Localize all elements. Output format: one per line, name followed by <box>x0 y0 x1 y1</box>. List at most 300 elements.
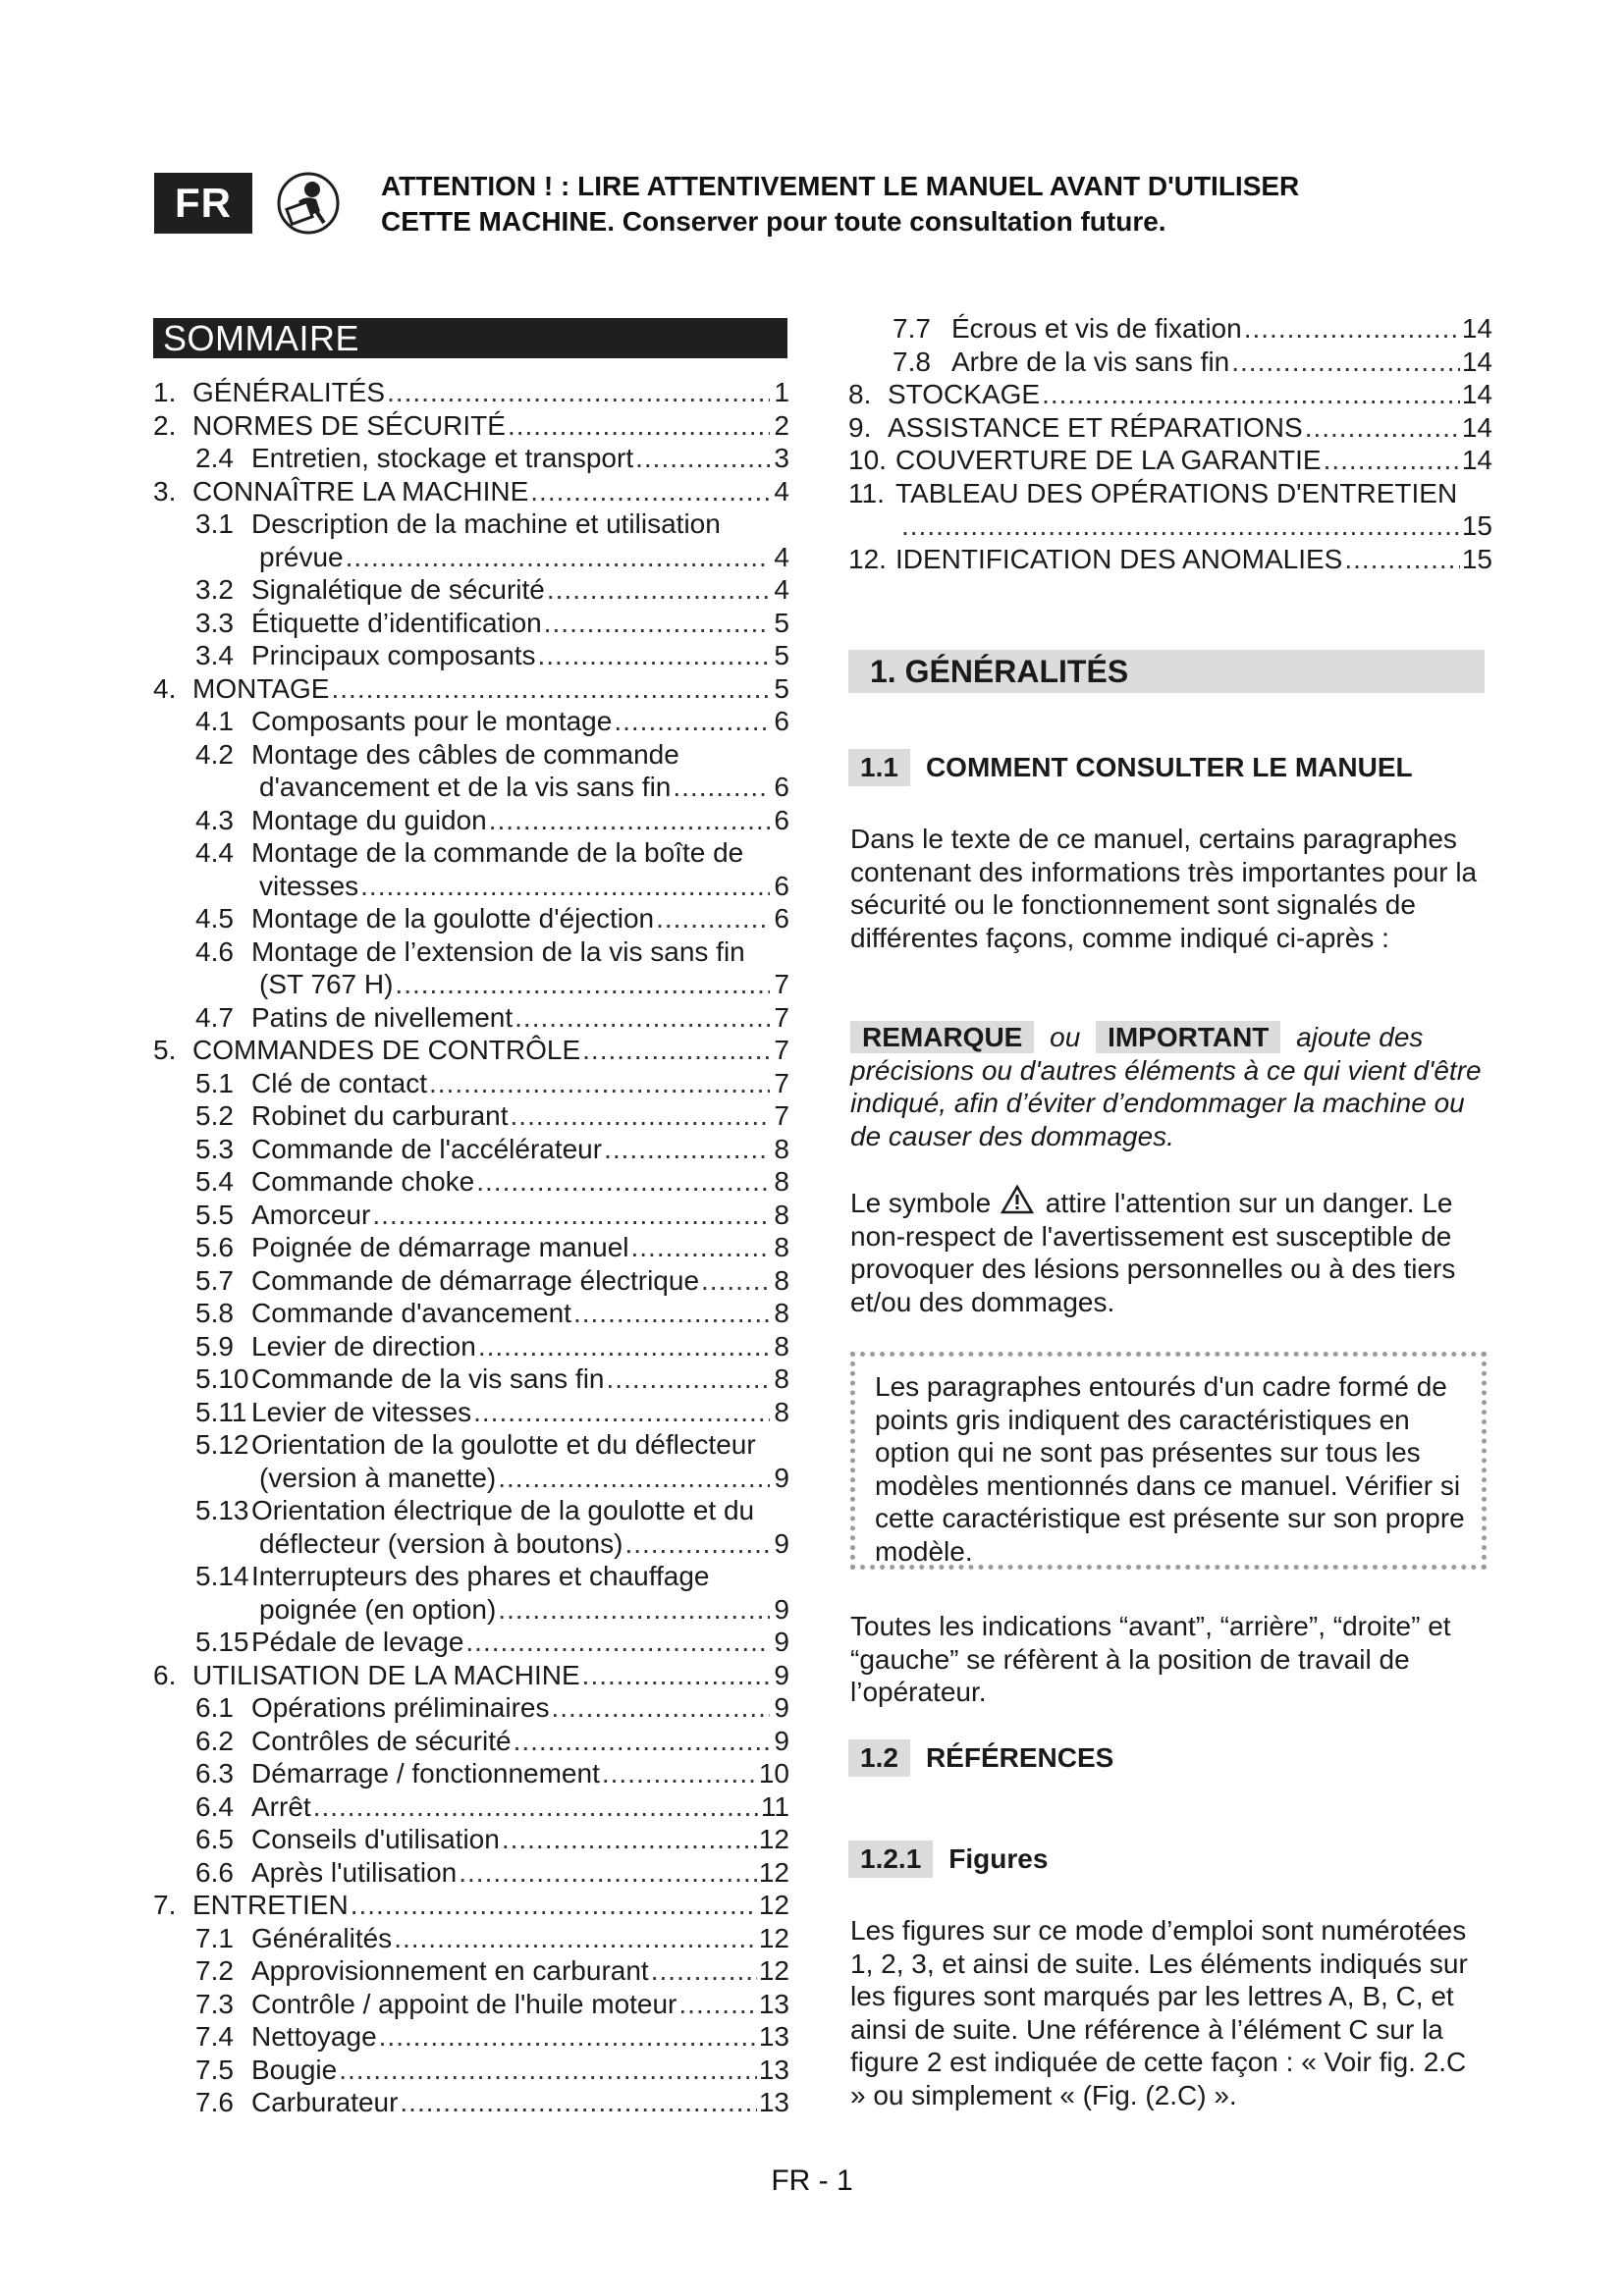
toc-entry-page: 13 <box>758 2054 789 2085</box>
page-number: FR - 1 <box>771 2164 853 2197</box>
toc-entry-number: 6.5 <box>195 1824 234 1854</box>
toc-entry-number: 7.4 <box>195 2021 234 2052</box>
toc-entry-title: Amorceur <box>251 1199 371 1230</box>
toc-entry-page: 9 <box>774 1627 789 1657</box>
toc-entry-number: 7.7 <box>893 313 931 344</box>
toc-entry-number: 5.15 <box>195 1627 249 1657</box>
toc-entry-number: 3. <box>153 475 177 507</box>
toc-entry-page: 12 <box>758 1856 789 1888</box>
toc-entry-number: 6.1 <box>195 1692 234 1723</box>
toc-entry <box>848 378 1492 411</box>
toc-entry-number: 9. <box>848 411 872 443</box>
toc-entry-title: CONNAÎTRE LA MACHINE <box>192 475 529 507</box>
toc-entry-page: 6 <box>774 903 789 934</box>
symbol-text-before: Le symbole <box>850 1188 992 1218</box>
toc-leader-dots <box>459 1856 757 1890</box>
toc-leader-dots <box>514 1725 770 1758</box>
toc-entry-page: 9 <box>774 1692 789 1723</box>
toc-entry-title: vitesses <box>259 870 359 901</box>
toc-entry-title: Levier de vitesses <box>251 1396 472 1427</box>
toc-entry-title: GÉNÉRALITÉS <box>192 377 386 407</box>
toc-leader-dots <box>547 573 770 607</box>
toc-entry-title: Conseils d'utilisation <box>251 1824 500 1854</box>
toc-entry-title: Poignée de démarrage manuel <box>251 1232 629 1262</box>
toc-left-column <box>153 376 789 2119</box>
toc-entry-page: 8 <box>774 1363 789 1394</box>
notes-text: ajoute des précisions ou d'autres éléments à ce qui vient d'être indiqué, afin d’éviter d’endommager la machine ou de causer des dommages. <box>850 1022 1482 1151</box>
toc-entry-number: 5.8 <box>195 1298 234 1328</box>
toc-entry-number: 3.2 <box>195 574 234 605</box>
toc-entry-title: Commande de la vis sans fin <box>251 1363 605 1394</box>
toc-entry <box>153 836 789 870</box>
toc-leader-dots <box>498 1462 770 1495</box>
toc-leader-dots <box>339 2054 757 2087</box>
toc-entry-page: 8 <box>774 1330 789 1362</box>
toc-leader-dots <box>498 1593 770 1627</box>
toc-entry-number: 6.6 <box>195 1856 234 1888</box>
subsection-1-2-heading <box>848 1739 1113 1777</box>
toc-entry-page: 8 <box>774 1396 789 1427</box>
symbol-paragraph <box>850 1185 1489 1318</box>
toc-entry-number: 4.1 <box>195 706 234 736</box>
toc-entry <box>153 1199 789 1232</box>
toc-entry-title: Montage de la commande de la boîte de <box>251 837 744 868</box>
toc-entry-title: Montage de l’extension de la vis sans fin <box>251 935 745 967</box>
toc-entry-number: 5.11 <box>195 1396 247 1427</box>
toc-entry-page: 5 <box>774 672 789 704</box>
toc-entry-title: NORMES DE SÉCURITÉ <box>192 409 506 441</box>
toc-entry-number: 4.5 <box>195 903 234 934</box>
toc-entry-title: (ST 767 H) <box>259 969 394 999</box>
toc-entry-title: Nettoyage <box>251 2021 377 2052</box>
toc-entry <box>153 1560 789 1593</box>
toc-entry-number: 5.6 <box>195 1232 234 1262</box>
toc-entry-title: TABLEAU DES OPÉRATIONS D'ENTRETIEN <box>895 477 1458 508</box>
toc-entry-title: Arrêt <box>251 1790 311 1822</box>
toc-entry <box>153 2086 789 2119</box>
toc-leader-dots <box>1244 312 1460 346</box>
toc-entry <box>153 1922 789 1955</box>
toc-entry-page: 12 <box>758 1955 789 1986</box>
toc-entry-page: 7 <box>774 1035 789 1065</box>
toc-entry-title: Patins de nivellement <box>251 1001 514 1033</box>
toc-entry-page: 4 <box>774 541 789 572</box>
toc-leader-dots <box>1042 378 1460 411</box>
toc-entry-page: 5 <box>774 640 789 670</box>
subsection-number: 1.2 <box>848 1739 910 1777</box>
toc-entry <box>153 1823 789 1856</box>
toc-entry <box>153 607 789 640</box>
toc-entry-page: 9 <box>774 1462 789 1493</box>
toc-entry-title: Pédale de levage <box>251 1627 464 1657</box>
toc-entry <box>153 1330 789 1363</box>
toc-entry-number: 4.3 <box>195 804 234 835</box>
toc-entry-number: 6. <box>153 1659 177 1690</box>
toc-entry-page: 12 <box>758 1890 789 1920</box>
toc-entry-page: 7 <box>774 1100 789 1131</box>
toc-leader-dots <box>394 1922 757 1955</box>
subsection-1-1-heading <box>848 749 1413 786</box>
toc-entry <box>153 1297 789 1330</box>
toc-entry-number: 7.6 <box>195 2087 234 2117</box>
toc-entry <box>153 1001 789 1035</box>
toc-leader-dots <box>502 1823 757 1856</box>
toc-leader-dots <box>604 1133 770 1166</box>
toc-leader-dots <box>607 1362 770 1396</box>
toc-leader-dots <box>379 2020 757 2054</box>
toc-leader-dots <box>372 1199 770 1232</box>
toc-entry-number: 6.2 <box>195 1725 234 1756</box>
toc-entry-page: 14 <box>1461 379 1492 409</box>
toc-entry-page: 15 <box>1461 543 1492 574</box>
toc-right-column <box>848 312 1492 575</box>
toc-entry-title: d'avancement et de la vis sans fin <box>259 772 672 802</box>
toc-leader-dots <box>1344 543 1460 576</box>
intro-paragraph: Dans le texte de ce manuel, certains paragraphes contenant des informations très importantes pour la sécurité ou le fonctionnement sont signalés de différentes façons, comme indiqué ci-après : <box>850 824 1478 953</box>
toc-entry <box>153 870 789 903</box>
toc-entry-page: 7 <box>774 969 789 999</box>
toc-entry-number: 8. <box>848 379 872 409</box>
toc-entry-number: 1. <box>153 377 177 407</box>
toc-entry-page: 14 <box>1461 346 1492 377</box>
toc-leader-dots <box>387 376 770 409</box>
toc-leader-dots <box>678 1988 756 2021</box>
figures-paragraph: Les figures sur ce mode d’emploi sont numérotées 1, 2, 3, et ainsi de suite. Les éléments indiqués sur les figures sont marqués par les lettres A, B, C, et ainsi de suite. Une référence à l’élément C sur la figure 2 est indiquée de cette façon : « Voir fig. 2.C » ou simplement « (Fig. (2.C) ». <box>850 1915 1468 2110</box>
toc-entry-title: Robinet du carburant <box>251 1100 509 1131</box>
toc-entry <box>153 507 789 541</box>
toc-entry-page: 10 <box>758 1758 789 1789</box>
toc-leader-dots <box>651 1954 757 1988</box>
toc-entry-page: 4 <box>774 574 789 605</box>
toc-leader-dots <box>1305 411 1460 445</box>
toc-entry-page: 9 <box>774 1659 789 1690</box>
toc-entry <box>153 1231 789 1264</box>
toc-entry <box>153 1034 789 1067</box>
toc-entry-page: 9 <box>774 1527 789 1559</box>
toc-entry-title: STOCKAGE <box>888 379 1041 409</box>
toc-entry <box>153 1988 789 2021</box>
toc-entry-title: prévue <box>259 541 344 572</box>
toc-entry <box>153 1462 789 1495</box>
toc-leader-dots <box>901 509 1460 543</box>
toc-entry-page: 13 <box>758 2021 789 2052</box>
or-text: ou <box>1050 1022 1081 1052</box>
toc-entry-page: 12 <box>758 1922 789 1953</box>
toc-entry-number: 5. <box>153 1035 177 1065</box>
optional-features-text: Les paragraphes entourés d'un cadre formé de points gris indiquent des caractéristiques en option qui ne sont pas présentes sur tous les modèles mentionnés dans ce manuel. Vérifier si cette caractéristique est présente sur son propre modèle. <box>875 1371 1465 1567</box>
toc-entry-title: Opérations préliminaires <box>251 1692 550 1723</box>
toc-leader-dots <box>346 541 770 574</box>
toc-entry <box>153 639 789 672</box>
toc-entry-title: Montage des câbles de commande <box>251 738 679 770</box>
toc-entry <box>848 444 1492 477</box>
toc-entry <box>153 935 789 969</box>
toc-entry-page: 8 <box>774 1264 789 1296</box>
toc-entry <box>153 1725 789 1758</box>
toc-entry-title: UTILISATION DE LA MACHINE <box>192 1659 580 1690</box>
toc-entry <box>153 573 789 607</box>
toc-entry-page: 7 <box>774 1001 789 1033</box>
toc-leader-dots <box>1231 346 1460 379</box>
toc-entry-page: 11 <box>760 1790 789 1822</box>
toc-entry-title: Clé de contact <box>251 1067 427 1098</box>
toc-entry-page: 8 <box>774 1298 789 1328</box>
toc-leader-dots <box>656 902 770 935</box>
toc-entry <box>153 1691 789 1725</box>
toc-entry-title: Montage de la goulotte d'éjection <box>251 903 655 934</box>
toc-entry-page: 7 <box>774 1067 789 1098</box>
toc-leader-dots <box>351 1889 757 1922</box>
toc-leader-dots <box>673 771 770 804</box>
toc-entry-title: Commande choke <box>251 1166 475 1197</box>
toc-leader-dots <box>514 1001 770 1035</box>
toc-entry-number: 4. <box>153 672 177 704</box>
toc-entry <box>153 1264 789 1298</box>
toc-leader-dots <box>582 1659 770 1692</box>
toc-entry <box>153 442 789 475</box>
toc-entry <box>153 1954 789 1988</box>
toc-leader-dots <box>630 1231 770 1264</box>
toc-entry-page: 1 <box>774 377 789 407</box>
optional-features-box <box>850 1352 1487 1570</box>
toc-leader-dots <box>614 705 770 738</box>
toc-entry-number: 7.2 <box>195 1955 234 1986</box>
subsection-number: 1.1 <box>848 749 910 786</box>
attention-line-1: ATTENTION ! : LIRE ATTENTIVEMENT LE MANUEL AVANT D'UTILISER <box>381 171 1300 201</box>
subsection-title: RÉFÉRENCES <box>925 1742 1114 1773</box>
toc-entry-page: 13 <box>758 2087 789 2117</box>
toc-entry-page: 5 <box>774 607 789 638</box>
toc-leader-dots <box>331 672 770 706</box>
toc-entry <box>848 509 1492 543</box>
toc-leader-dots <box>465 1626 770 1659</box>
toc-leader-dots <box>530 475 770 508</box>
toc-entry-title: Contrôles de sécurité <box>251 1725 512 1756</box>
toc-leader-dots <box>537 639 770 672</box>
toc-entry <box>153 1856 789 1890</box>
toc-leader-dots <box>429 1067 770 1100</box>
toc-entry <box>153 541 789 574</box>
section-heading: 1. GÉNÉRALITÉS <box>848 650 1485 693</box>
toc-entry-number: 4.7 <box>195 1001 234 1033</box>
toc-entry-title: Bougie <box>251 2054 338 2085</box>
toc-entry-title: Principaux composants <box>251 640 536 670</box>
toc-entry-title: Levier de direction <box>251 1330 476 1362</box>
toc-leader-dots <box>478 1330 770 1363</box>
toc-entry-number: 11. <box>848 477 885 508</box>
toc-entry-number: 7.3 <box>195 1988 234 2019</box>
toc-entry-number: 5.14 <box>195 1561 249 1591</box>
toc-entry-title: Approvisionnement en carburant <box>251 1955 649 1986</box>
toc-entry <box>153 1659 789 1692</box>
toc-entry-page: 8 <box>774 1133 789 1164</box>
toc-entry-page: 6 <box>774 706 789 736</box>
toc-leader-dots <box>400 2086 756 2119</box>
toc-entry <box>153 771 789 804</box>
toc-leader-dots <box>573 1297 770 1330</box>
toc-entry-page: 8 <box>774 1232 789 1262</box>
toc-entry-title: Généralités <box>251 1922 393 1953</box>
toc-entry-number: 5.1 <box>195 1067 234 1098</box>
toc-entry-title: Commande de démarrage électrique <box>251 1264 700 1296</box>
toc-entry <box>848 477 1492 510</box>
toc-entry-number: 5.10 <box>195 1363 249 1394</box>
symbol-text-after: attire l'attention sur un danger. Le non-respect de l'avertissement est susceptible de provoquer des lésions personnelles ou à des tiers et/ou des dommages. <box>850 1188 1456 1317</box>
toc-entry-page: 6 <box>774 772 789 802</box>
toc-entry-number: 5.4 <box>195 1166 234 1197</box>
toc-entry-number: 5.5 <box>195 1199 234 1230</box>
toc-entry-title: Commande d'avancement <box>251 1298 571 1328</box>
toc-entry-page: 15 <box>1461 510 1492 541</box>
toc-leader-dots <box>551 1691 770 1725</box>
toc-entry-number: 6.3 <box>195 1758 234 1789</box>
toc-entry-number: 12. <box>848 543 887 574</box>
toc-entry <box>153 1396 789 1429</box>
toc-entry-page: 3 <box>774 443 789 473</box>
toc-entry <box>153 1790 789 1824</box>
toc-entry <box>848 543 1492 576</box>
toc-entry <box>153 1165 789 1199</box>
toc-entry <box>153 2020 789 2054</box>
toc-entry <box>848 411 1492 445</box>
warning-triangle-icon <box>1001 1185 1034 1214</box>
toc-entry-page: 8 <box>774 1166 789 1197</box>
toc-leader-dots <box>635 442 770 475</box>
toc-entry-page: 14 <box>1461 411 1492 443</box>
toc-entry <box>153 968 789 1001</box>
toc-entry-title: (version à manette) <box>259 1462 497 1493</box>
toc-entry <box>153 804 789 837</box>
toc-entry-page: 12 <box>758 1824 789 1854</box>
toc-entry <box>848 312 1492 346</box>
toc-entry <box>153 409 789 443</box>
toc-entry-number: 5.12 <box>195 1429 249 1460</box>
toc-entry <box>153 1099 789 1133</box>
toc-leader-dots <box>701 1264 770 1298</box>
toc-entry-title: Signalétique de sécurité <box>251 574 545 605</box>
toc-entry-title: MONTAGE <box>192 672 330 704</box>
toc-entry-title: IDENTIFICATION DES ANOMALIES <box>895 543 1343 574</box>
toc-entry-title: Orientation électrique de la goulotte et du <box>251 1495 755 1525</box>
toc-leader-dots <box>473 1396 770 1429</box>
toc-entry-number: 10. <box>848 445 887 475</box>
toc-entry-page: 14 <box>1461 313 1492 344</box>
remarque-tag: REMARQUE <box>850 1021 1034 1053</box>
toc-entry <box>153 902 789 935</box>
toc-entry <box>153 1757 789 1790</box>
toc-entry <box>153 2054 789 2087</box>
toc-entry <box>153 672 789 706</box>
toc-entry-page: 4 <box>774 475 789 507</box>
toc-entry <box>153 1593 789 1627</box>
toc-entry <box>153 1494 789 1527</box>
toc-entry-page: 6 <box>774 804 789 835</box>
toc-entry <box>153 705 789 738</box>
toc-leader-dots <box>582 1034 770 1067</box>
toc-entry <box>153 1133 789 1166</box>
subsection-1-2-1-heading <box>848 1841 1048 1878</box>
toc-entry-number: 6.4 <box>195 1790 234 1822</box>
toc-entry-title: Interrupteurs des phares et chauffage <box>251 1561 710 1591</box>
toc-entry-page: 13 <box>758 1988 789 2019</box>
toc-entry <box>153 1527 789 1561</box>
toc-entry-number: 5.2 <box>195 1100 234 1131</box>
toc-entry <box>153 1067 789 1100</box>
toc-entry <box>153 1889 789 1922</box>
subsection-title: COMMENT CONSULTER LE MANUEL <box>925 752 1413 782</box>
toc-entry-title: ENTRETIEN <box>192 1890 349 1920</box>
toc-entry-number: 7. <box>153 1890 177 1920</box>
toc-entry-title: Écrous et vis de fixation <box>951 313 1242 344</box>
toc-entry <box>153 376 789 409</box>
toc-entry-title: Démarrage / fonctionnement <box>251 1758 600 1789</box>
toc-entry-number: 7.5 <box>195 2054 234 2085</box>
toc-title: SOMMAIRE <box>153 318 787 358</box>
toc-entry-title: COUVERTURE DE LA GARANTIE <box>895 445 1322 475</box>
toc-leader-dots <box>602 1757 757 1790</box>
toc-entry-title: Montage du guidon <box>251 804 487 835</box>
toc-entry-number: 3.4 <box>195 640 234 670</box>
toc-entry-title: Carburateur <box>251 2087 399 2117</box>
subsection-number: 1.2.1 <box>848 1841 933 1878</box>
toc-leader-dots <box>508 409 770 443</box>
toc-entry-title: Arbre de la vis sans fin <box>951 346 1230 377</box>
toc-entry-number: 3.3 <box>195 607 234 638</box>
important-tag: IMPORTANT <box>1096 1021 1280 1053</box>
toc-entry-page: 2 <box>774 409 789 441</box>
subsection-title: Figures <box>948 1843 1049 1874</box>
toc-entry-number: 7.1 <box>195 1922 234 1953</box>
toc-entry-title: Description de la machine et utilisation <box>251 508 721 539</box>
toc-entry-number: 5.7 <box>195 1264 234 1296</box>
toc-entry <box>153 738 789 772</box>
toc-entry-number: 5.9 <box>195 1330 234 1362</box>
toc-entry-title: Commande de l'accélérateur <box>251 1133 603 1164</box>
toc-entry-title: Contrôle / appoint de l'huile moteur <box>251 1988 677 2019</box>
toc-entry-number: 5.3 <box>195 1133 234 1164</box>
toc-entry-number: 7.8 <box>893 346 931 377</box>
toc-leader-dots <box>360 870 770 903</box>
toc-entry-page: 9 <box>774 1593 789 1625</box>
toc-leader-dots <box>511 1099 770 1133</box>
toc-entry-title: Entretien, stockage et transport <box>251 443 634 473</box>
toc-entry <box>153 475 789 508</box>
notes-paragraph <box>850 1021 1489 1152</box>
toc-entry-title: poignée (en option) <box>259 1593 497 1625</box>
toc-leader-dots <box>544 607 770 640</box>
toc-leader-dots <box>1324 444 1460 477</box>
toc-leader-dots <box>489 804 770 837</box>
toc-entry-title: Orientation de la goulotte et du déflecteur <box>251 1429 756 1460</box>
toc-entry <box>153 1362 789 1396</box>
toc-entry-number: 5.13 <box>195 1495 249 1525</box>
attention-notice <box>381 169 1299 240</box>
directions-paragraph: Toutes les indications “avant”, “arrière”, “droite” et “gauche” se réfèrent à la position de travail de l’opérateur. <box>850 1611 1451 1707</box>
toc-entry-title: déflecteur (version à boutons) <box>259 1527 623 1559</box>
toc-entry <box>153 1626 789 1659</box>
toc-entry-page: 9 <box>774 1725 789 1756</box>
read-manual-icon <box>277 172 340 235</box>
toc-entry-page: 8 <box>774 1199 789 1230</box>
language-badge: FR <box>154 173 252 234</box>
toc-entry-page: 14 <box>1461 445 1492 475</box>
toc-leader-dots <box>395 968 770 1001</box>
toc-leader-dots <box>313 1790 759 1824</box>
toc-entry-number: 4.6 <box>195 935 234 967</box>
toc-entry-title: Composants pour le montage <box>251 706 613 736</box>
toc-entry-title: Après l'utilisation <box>251 1856 458 1888</box>
toc-leader-dots <box>476 1165 770 1199</box>
